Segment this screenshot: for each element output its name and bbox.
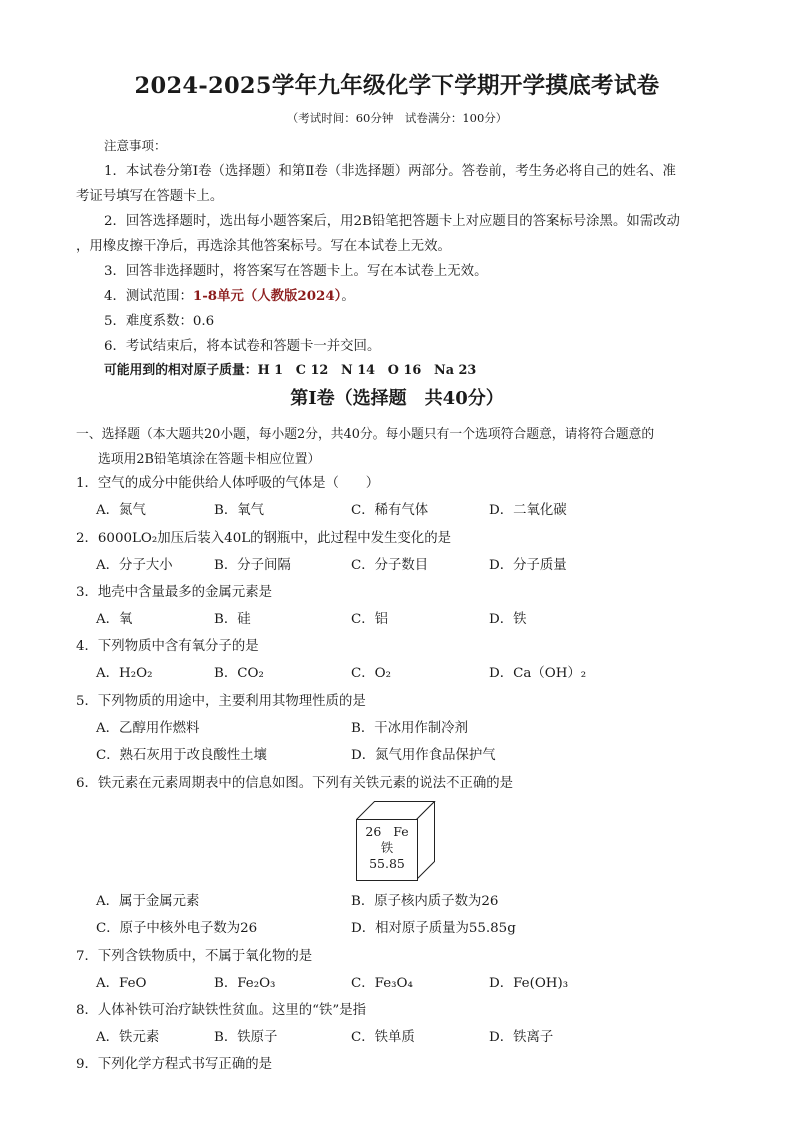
option-d: D．相对原子质量为55.85g	[351, 921, 516, 936]
element-symbol: Fe	[393, 824, 409, 839]
note-4-prefix: 4．测试范围：	[104, 289, 193, 304]
exam-title: 2024-2025学年九年级化学下学期开学摸底考试卷	[134, 73, 660, 99]
option-b: B．CO₂	[214, 666, 264, 681]
element-name: 铁	[380, 840, 394, 855]
option-a: A．FeO	[96, 976, 147, 991]
option-d: D．铁	[489, 612, 527, 627]
note-3: 3．回答非选择题时，将答案写在答题卡上。写在本试卷上无效。	[104, 264, 488, 279]
option-a: A．乙醇用作燃料	[96, 721, 200, 736]
element-number: 26	[365, 824, 382, 839]
notes-heading: 注意事项：	[104, 138, 167, 153]
option-c: C．铝	[351, 612, 389, 627]
option-c: C．熟石灰用于改良酸性土壤	[96, 748, 267, 763]
option-c: C．O₂	[351, 666, 391, 681]
note-5: 5．难度系数：0.6	[104, 314, 215, 329]
exam-subtitle: （考试时间：60分钟 试卷满分：100分）	[286, 111, 508, 125]
option-d: D．氮气用作食品保护气	[351, 748, 496, 763]
option-c: C．铁单质	[351, 1030, 415, 1045]
option-c: C．分子数目	[351, 558, 429, 573]
element-card-face	[356, 819, 418, 881]
option-a: A．分子大小	[96, 558, 173, 573]
option-a: A．氧	[96, 612, 133, 627]
note-4-suffix: 。	[341, 289, 355, 304]
option-d: D．铁离子	[489, 1030, 554, 1045]
option-a: A．H₂O₂	[96, 666, 153, 681]
question-stem: 7．下列含铁物质中，不属于氧化物的是	[76, 949, 313, 964]
option-c: C．原子中核外电子数为26	[96, 921, 258, 936]
option-c: C．稀有气体	[351, 503, 429, 518]
question-stem: 1．空气的成分中能供给人体呼吸的气体是（ ）	[76, 476, 380, 491]
note-2-cont: ，用橡皮擦干净后，再选涂其他答案标号。写在本试卷上无效。	[76, 239, 451, 254]
note-1: 1．本试卷分第Ⅰ卷（选择题）和第Ⅱ卷（非选择题）两部分。答卷前，考生务必将自己的姓名、准	[104, 164, 676, 179]
atomic-mass-line: 可能用到的相对原子质量：H 1 C 12 N 14 O 16 Na 23	[104, 363, 477, 378]
question-stem: 2．6000LO₂加压后装入40L的钢瓶中，此过程中发生变化的是	[76, 531, 451, 546]
section-title: 第Ⅰ卷（选择题 共40分）	[290, 388, 504, 409]
question-stem: 9．下列化学方程式书写正确的是	[76, 1057, 272, 1072]
option-d: D．二氧化碳	[489, 503, 567, 518]
question-stem: 6．铁元素在元素周期表中的信息如图。下列有关铁元素的说法不正确的是	[76, 776, 514, 791]
note-2: 2．回答选择题时，选出每小题答案后，用2B铅笔把答题卡上对应题目的答案标号涂黑。如需改动	[104, 214, 680, 229]
option-b: B．氧气	[214, 503, 265, 518]
section-instruction-cont: 选项用2B铅笔填涂在答题卡相应位置）	[98, 452, 321, 467]
option-b: B．分子间隔	[214, 558, 291, 573]
element-number-symbol	[357, 824, 417, 840]
option-b: B．铁原子	[214, 1030, 278, 1045]
option-b: B．硅	[214, 612, 251, 627]
option-b: B．Fe₂O₃	[214, 976, 276, 991]
option-b: B．干冰用作制冷剂	[351, 721, 468, 736]
question-stem: 4．下列物质中含有氧分子的是	[76, 639, 259, 654]
section-instruction: 一、选择题（本大题共20小题，每小题2分，共40分。每小题只有一个选项符合题意，请将符合题意的	[76, 427, 655, 442]
option-b: B．原子核内质子数为26	[351, 894, 499, 909]
note-4	[104, 285, 355, 304]
note-6: 6．考试结束后，将本试卷和答题卡一并交回。	[104, 339, 381, 354]
option-d: D．Ca（OH）₂	[489, 666, 587, 681]
option-d: D．分子质量	[489, 558, 567, 573]
note-1-cont: 考证号填写在答题卡上。	[76, 189, 224, 204]
option-a: A．氮气	[96, 503, 146, 518]
question-stem: 3．地壳中含量最多的金属元素是	[76, 585, 272, 600]
option-a: A．属于金属元素	[96, 894, 200, 909]
question-stem: 8．人体补铁可治疗缺铁性贫血。这里的“铁”是指	[76, 1003, 367, 1018]
test-scope: 1-8单元（人教版2024）	[192, 288, 342, 304]
option-d: D．Fe(OH)₃	[489, 976, 569, 991]
option-c: C．Fe₃O₄	[351, 976, 413, 991]
question-stem: 5．下列物质的用途中，主要利用其物理性质的是	[76, 694, 366, 709]
option-a: A．铁元素	[96, 1030, 160, 1045]
element-mass: 55.85	[369, 856, 405, 871]
